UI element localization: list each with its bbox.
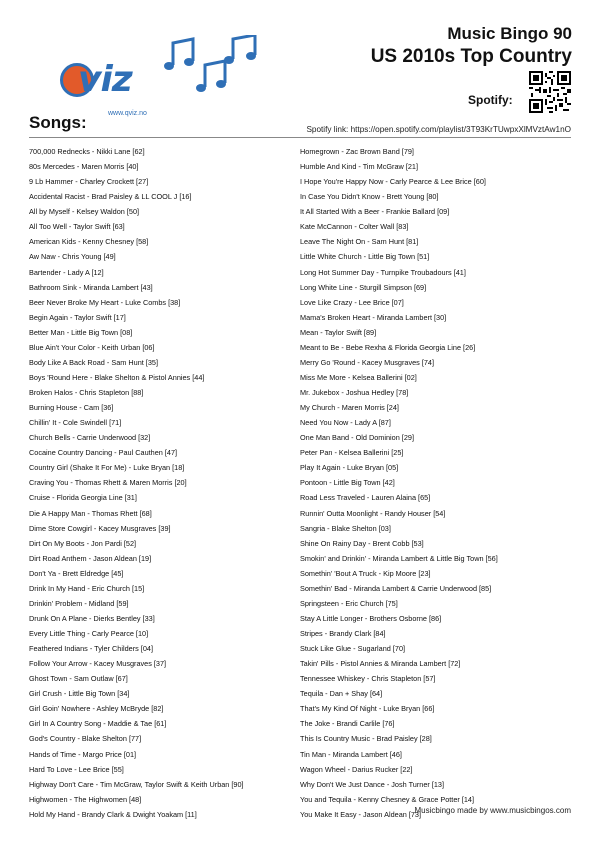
logo-text: viz xyxy=(78,59,132,100)
bingo-title: Music Bingo 90 xyxy=(447,24,572,43)
song-item: Blue Ain't Your Color - Keith Urban [06] xyxy=(29,342,155,352)
song-item: Girl Crush - Little Big Town [34] xyxy=(29,689,130,699)
song-item: Country Girl (Shake It For Me) - Luke Bryan [18] xyxy=(29,463,185,473)
song-item: Runnin' Outta Moonlight - Randy Houser [54] xyxy=(300,508,446,518)
song-item: Tin Man - Miranda Lambert [46] xyxy=(300,749,402,759)
song-item: Chillin' It - Cole Swindell [71] xyxy=(29,418,122,428)
song-item: Why Don't We Just Dance - Josh Turner [13] xyxy=(300,779,445,789)
song-item: Tennessee Whiskey - Chris Stapleton [57] xyxy=(300,674,436,684)
song-item: Drinkin' Problem - Midland [59] xyxy=(29,598,129,608)
song-item: Boys 'Round Here - Blake Shelton & Pistol Annies [44] xyxy=(29,372,205,382)
song-item: This Is Country Music - Brad Paisley [28] xyxy=(300,734,432,744)
song-item: Cocaine Country Dancing - Paul Cauthen [47] xyxy=(29,448,178,458)
song-item: Hold My Hand - Brandy Clark & Dwight Yoakam [11] xyxy=(29,809,197,819)
song-item: Tequila - Dan + Shay [64] xyxy=(300,689,383,699)
song-item: Love Like Crazy - Lee Brice [07] xyxy=(300,297,404,307)
song-item: Feathered Indians - Tyler Childers [04] xyxy=(29,644,153,654)
song-item: Ghost Town - Sam Outlaw [67] xyxy=(29,674,128,684)
song-item: Drink In My Hand - Eric Church [15] xyxy=(29,583,145,593)
song-item: Mr. Jukebox - Joshua Hedley [78] xyxy=(300,388,409,397)
song-item: Springsteen - Eric Church [75] xyxy=(300,598,398,608)
song-item: Wagon Wheel - Darius Rucker [22] xyxy=(300,764,413,774)
music-notes-icon xyxy=(163,35,263,97)
bingo-subtitle: US 2010s Top Country xyxy=(370,46,572,67)
song-item: Every Little Thing - Carly Pearce [10] xyxy=(29,629,149,638)
song-item: Follow Your Arrow - Kacey Musgraves [37] xyxy=(29,659,167,669)
song-item: Stay A Little Longer - Brothers Osborne [86] xyxy=(300,613,442,623)
song-item: Beer Never Broke My Heart - Luke Combs [38] xyxy=(29,297,181,307)
song-item: The Joke - Brandi Carlile [76] xyxy=(300,719,395,729)
song-item: Bartender - Lady A [12] xyxy=(29,267,104,277)
song-item: Accidental Racist - Brad Paisley & LL COOL J [16] xyxy=(29,192,192,202)
song-item: Mama's Broken Heart - Miranda Lambert [30] xyxy=(300,312,447,322)
song-item: Dime Store Cowgirl - Kacey Musgraves [39] xyxy=(29,523,171,533)
song-item: All by Myself - Kelsey Waldon [50] xyxy=(29,207,140,217)
song-item: Die A Happy Man - Thomas Rhett [68] xyxy=(29,508,152,518)
song-item: Better Man - Little Big Town [08] xyxy=(29,327,133,337)
song-item: Stuck Like Glue - Sugarland [70] xyxy=(300,644,406,654)
song-item: Shine On Rainy Day - Brent Cobb [53] xyxy=(300,538,424,548)
songs-column-left xyxy=(29,144,299,822)
song-item: Cruise - Florida Georgia Line [31] xyxy=(29,493,137,503)
song-item: Homegrown - Zac Brown Band [79] xyxy=(300,147,414,156)
song-item: Long White Line - Sturgill Simpson [69] xyxy=(300,282,427,292)
song-item: 80s Mercedes - Maren Morris [40] xyxy=(29,162,139,172)
song-item: Dirt On My Boots - Jon Pardi [52] xyxy=(29,538,137,548)
song-item: God's Country - Blake Shelton [77] xyxy=(29,734,142,744)
song-item: Burning House - Cam [36] xyxy=(29,403,114,413)
song-item: Meant to Be - Bebe Rexha & Florida Georgia Line [26] xyxy=(300,342,476,352)
song-item: American Kids - Kenny Chesney [58] xyxy=(29,237,149,247)
song-item: 9 Lb Hammer - Charley Crockett [27] xyxy=(29,177,149,187)
song-item: Stripes - Brandy Clark [84] xyxy=(300,629,386,638)
qviz-logo xyxy=(30,33,147,117)
song-item: Hard To Love - Lee Brice [55] xyxy=(29,764,124,774)
song-item: Sangria - Blake Shelton [03] xyxy=(300,523,391,533)
song-item: Hands of Time - Margo Price [01] xyxy=(29,749,137,759)
song-item: Little White Church - Little Big Town [51] xyxy=(300,252,430,262)
song-item: Body Like A Back Road - Sam Hunt [35] xyxy=(29,357,158,367)
song-item: Begin Again - Taylor Swift [17] xyxy=(29,312,126,322)
song-item: 700,000 Rednecks - Nikki Lane [62] xyxy=(29,147,145,156)
song-item: It All Started With a Beer - Frankie Ballard [09] xyxy=(300,207,450,217)
song-item: In Case You Didn't Know - Brett Young [80] xyxy=(300,192,439,202)
song-item: Takin' Pills - Pistol Annies & Miranda Lambert [72] xyxy=(300,659,461,669)
song-item: Need You Now - Lady A [87] xyxy=(300,418,391,428)
songs-heading: Songs: xyxy=(29,113,87,132)
song-item: You and Tequila - Kenny Chesney & Grace Potter [14] xyxy=(300,794,475,804)
song-item: I Hope You're Happy Now - Carly Pearce & Lee Brice [60] xyxy=(300,177,486,187)
song-item: Play It Again - Luke Bryan [05] xyxy=(300,463,399,473)
song-item: Craving You - Thomas Rhett & Maren Morris [20] xyxy=(29,478,187,488)
song-item: Highway Don't Care - Tim McGraw, Taylor Swift & Keith Urban [90] xyxy=(29,779,244,789)
song-item: Dirt Road Anthem - Jason Aldean [19] xyxy=(29,553,152,563)
song-item: Peter Pan - Kelsea Ballerini [25] xyxy=(300,448,404,458)
header-titles xyxy=(371,24,572,70)
song-item: One Man Band - Old Dominion [29] xyxy=(300,433,414,443)
song-item: Long Hot Summer Day - Turnpike Troubadours [41] xyxy=(300,267,466,277)
song-item: That's My Kind Of Night - Luke Bryan [66] xyxy=(300,704,435,714)
song-item: Somethin' Bad - Miranda Lambert & Carrie Underwood [85] xyxy=(300,583,492,593)
song-item: Bathroom Sink - Miranda Lambert [43] xyxy=(29,282,153,292)
song-item: Girl Goin' Nowhere - Ashley McBryde [82] xyxy=(29,704,164,714)
song-item: Somethin' 'Bout A Truck - Kip Moore [23] xyxy=(300,568,431,578)
logo-url: www.qviz.no xyxy=(108,110,147,117)
song-item: Leave The Night On - Sam Hunt [81] xyxy=(300,237,419,247)
song-item: Kate McCannon - Colter Wall [83] xyxy=(300,222,409,232)
divider xyxy=(29,137,571,138)
songs-column-right xyxy=(300,144,570,822)
song-item: Aw Naw - Chris Young [49] xyxy=(29,252,116,262)
song-item: Broken Halos - Chris Stapleton [88] xyxy=(29,388,144,397)
song-item: Church Bells - Carrie Underwood [32] xyxy=(29,433,151,443)
qr-code-icon[interactable] xyxy=(529,71,571,113)
song-item: Smokin' and Drinkin' - Miranda Lambert & Little Big Town [56] xyxy=(300,553,498,563)
song-item: Drunk On A Plane - Dierks Bentley [33] xyxy=(29,613,155,623)
footer-credit: Musicbingo made by www.musicbingos.com xyxy=(414,806,571,815)
song-item: Don't Ya - Brett Eldredge [45] xyxy=(29,568,124,578)
song-item: Girl In A Country Song - Maddie & Tae [61] xyxy=(29,719,167,729)
spotify-link[interactable]: Spotify link: https://open.spotify.com/playlist/3T93KrTUwpxXlMVztAw1nO xyxy=(306,125,571,134)
song-item: Humble And Kind - Tim McGraw [21] xyxy=(300,162,419,172)
song-item: Mean - Taylor Swift [89] xyxy=(300,327,377,337)
song-item: My Church - Maren Morris [24] xyxy=(300,403,399,413)
song-item: Road Less Traveled - Lauren Alaina [65] xyxy=(300,493,431,503)
song-item: You Make It Easy - Jason Aldean [73] xyxy=(300,809,422,819)
spotify-label: Spotify: xyxy=(468,93,513,107)
song-item: Pontoon - Little Big Town [42] xyxy=(300,478,395,488)
song-item: Miss Me More - Kelsea Ballerini [02] xyxy=(300,372,417,382)
song-item: Merry Go 'Round - Kacey Musgraves [74] xyxy=(300,357,435,367)
song-item: Highwomen - The Highwomen [48] xyxy=(29,794,142,804)
song-item: All Too Well - Taylor Swift [63] xyxy=(29,222,125,232)
